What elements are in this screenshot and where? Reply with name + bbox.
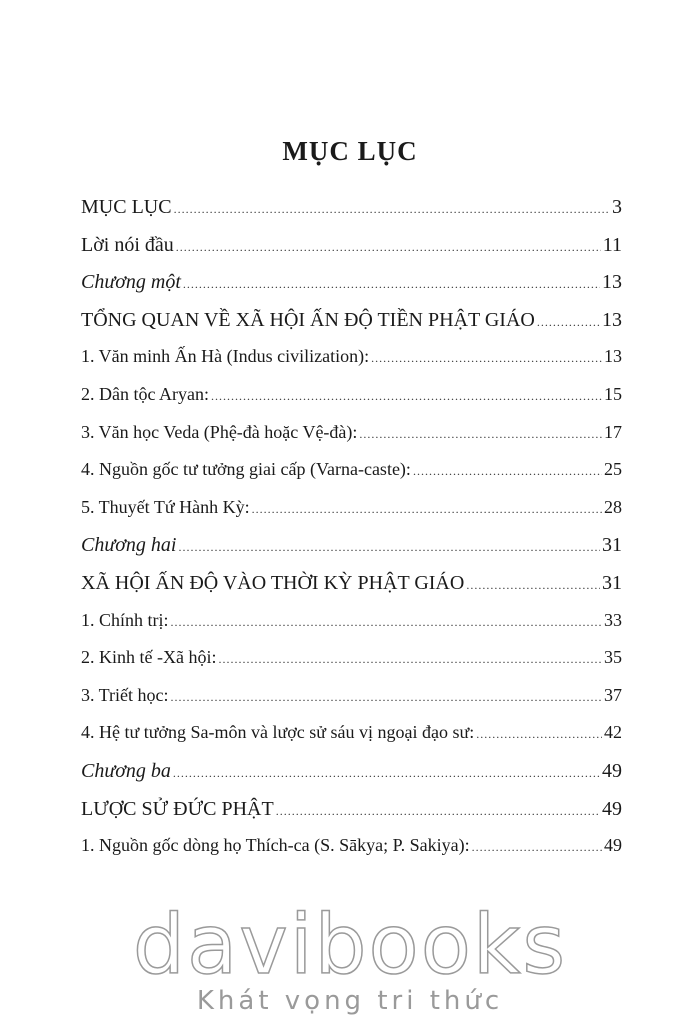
toc-label: TỔNG QUAN VỀ XÃ HỘI ẤN ĐỘ TIỀN PHẬT GIÁO [81,308,535,331]
toc-label: XÃ HỘI ẤN ĐỘ VÀO THỜI KỲ PHẬT GIÁO [81,571,465,594]
toc-label: 4. Nguồn gốc tư tưởng giai cấp (Varna-caste): [81,459,411,480]
toc-label: 2. Kinh tế -Xã hội: [81,647,217,668]
toc-page-number: 33 [604,609,622,630]
toc-entry-chapter-1-heading [81,309,622,347]
dot-leader [174,202,610,217]
toc-entry-chuong-mot [81,271,622,309]
toc-page-number: 25 [604,459,622,480]
toc-entry-section [81,722,622,760]
dot-leader [183,277,600,292]
toc-page-number: 13 [604,346,622,367]
toc-label: LƯỢC SỬ ĐỨC PHẬT [81,797,274,820]
toc-page-number: 49 [602,759,622,782]
toc-label: Lời nói đầu [81,233,174,256]
toc-entry-section [81,384,622,422]
toc-entry-chuong-hai [81,534,622,572]
page-title: MỤC LỤC [282,136,418,166]
table-of-contents [81,196,622,873]
toc-label: 1. Nguồn gốc dòng họ Thích-ca (S. Sākya; P. Sakiya): [81,835,470,856]
dot-leader [173,766,600,781]
watermark-brand: davibooks [132,898,568,993]
toc-entry-section [81,497,622,535]
dot-leader [171,690,602,705]
toc-entry-section [81,610,622,648]
toc-entry-section [81,346,622,384]
dot-leader [171,615,602,630]
toc-entry-section [81,685,622,723]
toc-entry-muc-luc [81,196,622,234]
toc-page-number: 31 [602,534,622,557]
toc-label: Chương hai [81,534,177,557]
toc-entry-section [81,835,622,873]
dot-leader [178,540,600,555]
toc-label: 1. Văn minh Ấn Hà (Indus civilization): [81,346,370,367]
dot-leader [537,315,600,330]
toc-page-number: 37 [604,684,622,705]
toc-entry-loi-noi-dau [81,234,622,272]
watermark-tagline: Khát vọng tri thức [196,986,504,1016]
dot-leader [176,240,601,255]
toc-page-number: 42 [604,722,622,743]
toc-page-number: 13 [602,308,622,331]
toc-label: Chương ba [81,759,171,782]
toc-entry-chuong-ba [81,760,622,798]
dot-leader [218,652,602,667]
toc-label: 3. Văn học Veda (Phệ-đà hoặc Vệ-đà): [81,421,358,442]
toc-label: Chương một [81,271,181,294]
toc-label: 1. Chính trị: [81,609,169,630]
toc-page-number: 17 [604,421,622,442]
toc-entry-section [81,647,622,685]
toc-label: 4. Hệ tư tưởng Sa-môn và lược sử sáu vị ngoại đạo sư: [81,722,475,743]
toc-page-number: 28 [604,496,622,517]
toc-page-number: 35 [604,647,622,668]
toc-label: 2. Dân tộc Aryan: [81,383,209,404]
dot-leader [211,389,602,404]
toc-label: MỤC LỤC [81,196,172,218]
toc-entry-chapter-2-heading [81,572,622,610]
toc-entry-chapter-3-heading [81,798,622,836]
dot-leader [252,502,602,517]
toc-page-number: 31 [602,571,622,594]
toc-entry-section [81,422,622,460]
toc-label: 3. Triết học: [81,684,169,705]
toc-page-number: 11 [602,233,622,256]
toc-label: 5. Thuyết Tứ Hành Kỳ: [81,496,250,517]
toc-page-number: 13 [602,271,622,294]
toc-page-number: 3 [612,196,622,218]
toc-entry-section [81,459,622,497]
dot-leader [472,840,602,855]
dot-leader [371,351,602,366]
toc-page-number: 15 [604,383,622,404]
dot-leader [413,464,602,479]
toc-page-number: 49 [602,797,622,820]
dot-leader [276,804,600,819]
dot-leader [359,427,602,442]
dot-leader [476,727,602,742]
toc-page-number: 49 [604,835,622,856]
dot-leader [466,578,600,593]
